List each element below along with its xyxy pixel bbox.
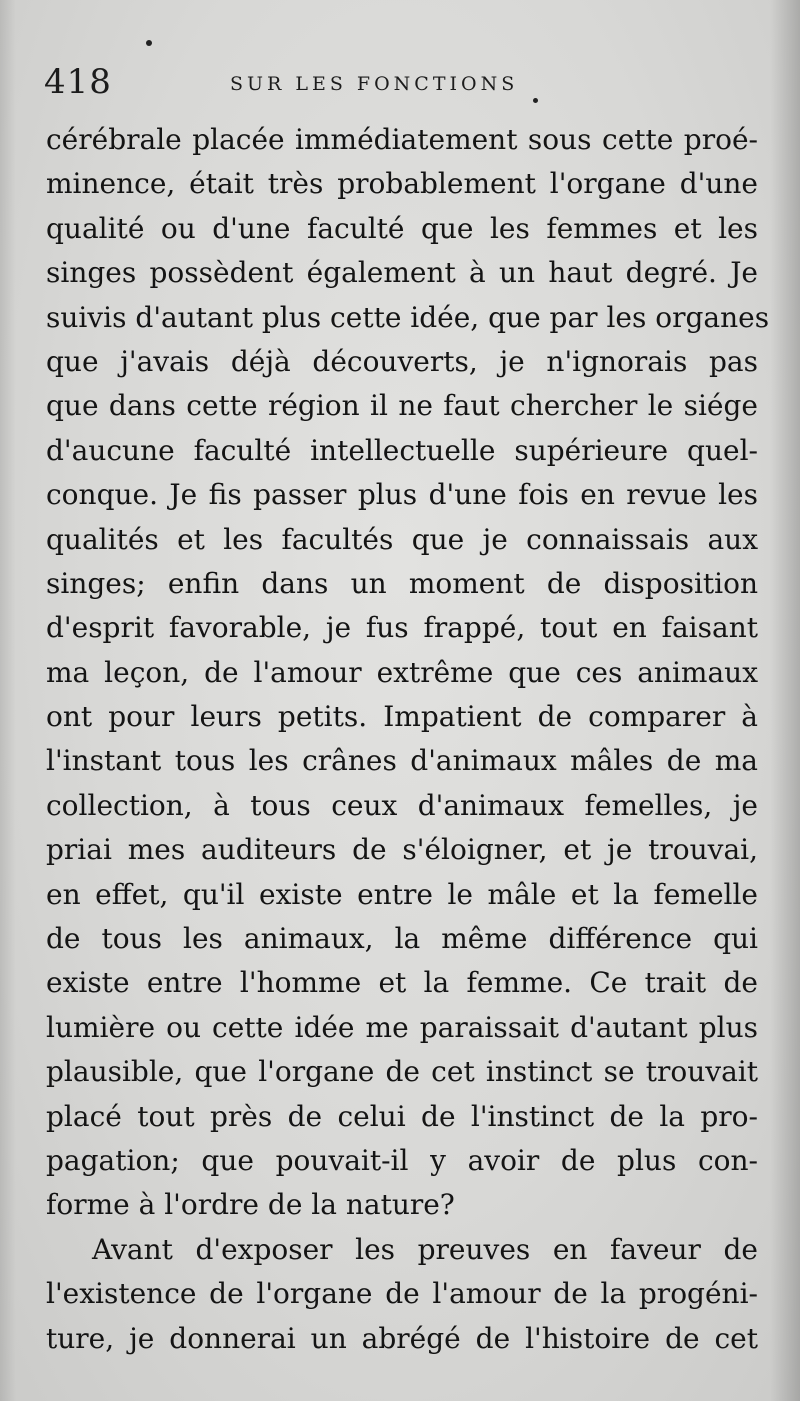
text-line: ture, je donnerai un abrégé de l'histoire de cet [46,1321,758,1355]
text-line: que dans cette région il ne faut chercher le siége [46,389,758,423]
text-line: suivis d'autant plus cette idée, que par les organes [46,300,770,334]
page-number: 418 [44,62,112,102]
text-line: ont pour leurs petits. Impatient de comparer à [46,700,758,734]
text-line: lumière ou cette idée me paraissait d'autant plus [46,1010,758,1044]
text-line: singes possèdent également à un haut degré. Je [46,256,758,290]
text-line: l'existence de l'organe de l'amour de la progéni- [46,1277,758,1311]
text-line: en effet, qu'il existe entre le mâle et la femelle [46,877,758,911]
text-line: ma leçon, de l'amour extrême que ces animaux [46,655,758,689]
text-line: cérébrale placée immédiatement sous cette proé- [46,123,758,156]
text-line: plausible, que l'organe de cet instinct se trouvait [46,1055,758,1089]
text-line: placé tout près de celui de l'instinct de la pro- [46,1099,758,1133]
running-title: SUR LES FONCTIONS [230,73,519,95]
paragraph-first-line: Avant d'exposer les preuves en faveur de [92,1232,758,1266]
text-line: qualité ou d'une faculté que les femmes et les [46,211,758,245]
text-line: que j'avais déjà découverts, je n'ignorais pas [46,344,758,378]
text-line: de tous les animaux, la même différence qui [46,922,758,956]
text-line: l'instant tous les crânes d'animaux mâles de ma [46,744,758,778]
body-text [46,118,770,1361]
text-line: minence, était très probablement l'organe d'une [46,167,758,201]
text-line: qualités et les facultés que je connaissais aux [46,522,758,556]
text-line: d'aucune faculté intellectuelle supérieure quel- [46,433,758,467]
text-line: priai mes auditeurs de s'éloigner, et je trouvai, [46,833,758,867]
text-line: existe entre l'homme et la femme. Ce trait de [46,966,758,1000]
text-line: conque. Je fis passer plus d'une fois en revue les [46,478,758,512]
text-line: d'esprit favorable, je fus frappé, tout en faisant [46,611,758,645]
ink-speck [146,40,152,46]
running-head [44,62,764,112]
text-line: singes; enfin dans un moment de disposition [46,566,758,600]
page-edge-shadow-left [0,0,16,1401]
paragraph-end-line: forme à l'ordre de la nature? [46,1188,455,1222]
text-line: collection, à tous ceux d'animaux femelles, je [46,788,758,822]
page-edge-shadow-right [770,0,800,1401]
text-line: pagation; que pouvait-il y avoir de plus con- [46,1143,758,1177]
